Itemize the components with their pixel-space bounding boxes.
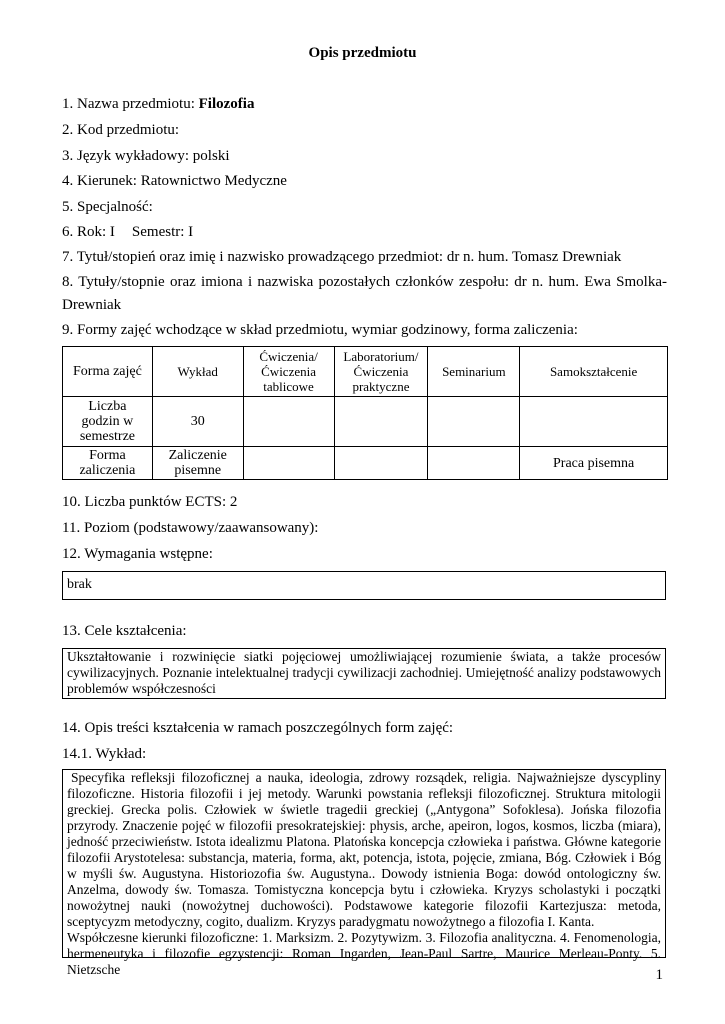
field-ects: 10. Liczba punktów ECTS: 2 (62, 494, 238, 510)
header-cell: Wykład (152, 347, 243, 397)
header-cell: Forma zajęć (63, 347, 153, 397)
field-goals: 13. Cele kształcenia: (62, 623, 187, 639)
field-subject-name (62, 96, 254, 113)
table-cell: 30 (152, 397, 243, 447)
document-title: Opis przedmiotu (308, 45, 417, 61)
table-cell: Praca pisemna (520, 447, 668, 480)
field-content: 14. Opis treści kształcenia w ramach poszczególnych form zajęć: (62, 720, 454, 736)
field-level: 11. Poziom (podstawowy/zaawansowany): (62, 520, 319, 536)
field-team-line2: Drewniak (62, 297, 122, 313)
goals-text: Ukształtowanie i rozwinięcie siatki pojęciowej umożliwiającej rozumienie świata, a także procesów cywilizacyjnych. Poznanie intelektualnej tradycji cywilizacji zachodniej. Umiejętność analizy podstawowych problemów współczesności (67, 649, 661, 696)
table-cell: Zaliczenie pisemne (152, 447, 243, 480)
header-cell: Laboratorium/ Ćwiczenia praktyczne (334, 347, 428, 397)
table-header-row (63, 347, 668, 397)
field-subject-code: 2. Kod przedmiotu: (62, 122, 180, 138)
table-cell: Forma zaliczenia (63, 447, 153, 480)
table-cell (243, 397, 334, 447)
field-subject-name-value: Filozofia (198, 96, 255, 112)
page-number: 1 (655, 967, 663, 983)
requirements-text: brak (67, 577, 92, 592)
table-cell (243, 447, 334, 480)
field-major: 4. Kierunek: Ratownictwo Medyczne (62, 173, 287, 189)
field-class-forms: 9. Formy zajęć wchodzące w skład przedmiotu, wymiar godzinowy, forma zaliczenia: (62, 322, 578, 338)
field-subject-name-label: 1. Nazwa przedmiotu: (62, 96, 199, 112)
table-cell (428, 447, 520, 480)
field-instructor: 7. Tytuł/stopień oraz imię i nazwisko prowadzącego przedmiot: dr n. hum. Tomasz Drewniak (62, 249, 622, 265)
requirements-box (62, 571, 666, 600)
table-cell (334, 397, 428, 447)
field-specialty: 5. Specjalność: (62, 199, 153, 215)
header-cell: Samokształcenie (520, 347, 668, 397)
field-semester: Semestr: I (131, 224, 194, 240)
lecture-text-2: Współczesne kierunki filozoficzne: 1. Marksizm. 2. Pozytywizm. 3. Filozofia analityczna. 4. Fenomenologia, hermeneutyka i filozofie egzystencji: Roman Ingarden, Jean-Paul Sartre, Maurice Merleau-Ponty. 5. Nietzsche (67, 930, 661, 977)
field-language: 3. Język wykładowy: polski (62, 148, 230, 164)
field-year-semester (62, 224, 193, 241)
table-cell (334, 447, 428, 480)
table-cell (520, 397, 668, 447)
table-cell: Liczba godzin w semestrze (63, 397, 153, 447)
table-row-hours (63, 397, 668, 447)
header-cell: Ćwiczenia/ Ćwiczenia tablicowe (243, 347, 334, 397)
field-year: 6. Rok: I (62, 224, 115, 240)
table-row-credit (63, 447, 668, 480)
class-forms-table (62, 346, 668, 480)
goals-box (62, 648, 666, 699)
table-cell (428, 397, 520, 447)
lecture-box (62, 769, 666, 977)
header-cell: Seminarium (428, 347, 520, 397)
lecture-text-1: Specyfika refleksji filozoficznej a nauka, ideologia, zdrowy rozsądek, religia. Najważniejsze dyscypliny filozoficzne. Historia filozofii i jej metody. Warunki powstania refleksji filozoficznej. Struktura mitologii greckiej. Grecka polis. Człowiek w świetle tragedii greckiej („Antygona” Sofoklesa). Jońska filozofia przyrody. Znaczenie pojęć w filozofii presokratejskiej: physis, arche, apeiron, logos, kosmos, liczba (miara), jedność przeciwieństw. Istota idealizmu Platona. Platońska koncepcja człowieka i państwa. Główne kategorie filozofii Arystotelesa: substancja, materia, forma, akt, potencja, istota, pojęcie, zmiana, Bóg. Człowiek i Bóg w myśli św. Augustyna. Historiozofia św. Augustyna.. Dowody istnienia Boga: dowód ontologiczny św. Anzelma, dowody św. Tomasza. Tomistyczna koncepcja bytu i człowieka. Kryzys scholastyki i początki nowożytnej nauki (nowożytnej duchowości). Podstawowe kategorie filozofii Kartezjusza: metoda, sceptycyzm metodyczny, cogito, dualizm. Kryzys paradygmatu nowożytnego a filozofia I. Kanta. (67, 770, 661, 929)
field-requirements: 12. Wymagania wstępne: (62, 546, 213, 562)
field-lecture: 14.1. Wykład: (62, 746, 147, 762)
field-team-line1: 8. Tytuły/stopnie oraz imiona i nazwiska pozostałych członków zespołu: dr n. hum. Ewa Smolka- (62, 274, 667, 290)
